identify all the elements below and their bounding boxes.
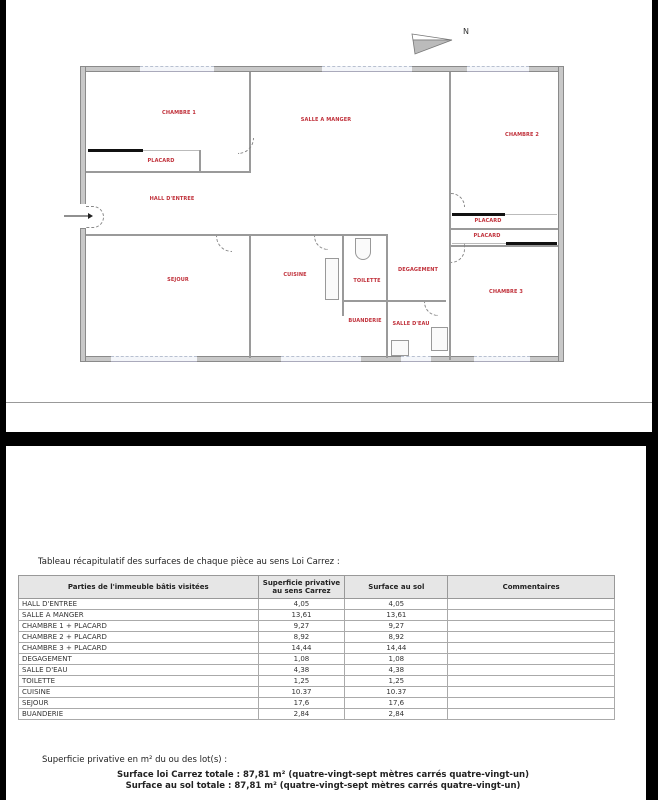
room-name: SALLE A MANGER — [19, 610, 259, 621]
room-label-toilette: TOILETTE — [353, 278, 381, 284]
comment — [448, 621, 615, 632]
room-label-degagement: DEGAGEMENT — [397, 267, 439, 273]
table-row — [19, 610, 615, 621]
table-row — [19, 709, 615, 720]
north-label: N — [463, 27, 469, 36]
header-rooms: Parties de l'immeuble bâtis visitées — [19, 576, 259, 599]
page-divider — [6, 402, 652, 403]
room-label-sejour: SEJOUR — [167, 277, 189, 283]
sol-value: 1,08 — [345, 654, 448, 665]
room-name: CHAMBRE 1 + PLACARD — [19, 621, 259, 632]
page-edge — [646, 446, 658, 800]
wall — [86, 171, 251, 173]
wall — [86, 234, 386, 236]
sol-value: 8,92 — [345, 632, 448, 643]
sol-value: 4,38 — [345, 665, 448, 676]
carrez-value: 14,44 — [258, 643, 345, 654]
window — [281, 356, 361, 362]
door-swing — [451, 193, 465, 207]
room-label-hall: HALL D'ENTREE — [149, 196, 195, 202]
room-name: CUISINE — [19, 687, 259, 698]
room-name: TOILETTE — [19, 676, 259, 687]
room-label-cuisine: CUISINE — [283, 272, 307, 278]
comment — [448, 687, 615, 698]
sol-total: Surface au sol totale : 87,81 m² (quatre-vingt-sept mètres carrés quatre-vingt-un) — [125, 781, 521, 791]
table-row — [19, 687, 615, 698]
carrez-value: 9,27 — [258, 621, 345, 632]
table-row — [19, 643, 615, 654]
closet-door — [143, 150, 199, 151]
wall — [451, 245, 558, 247]
comment — [448, 698, 615, 709]
window — [322, 66, 412, 72]
wall — [451, 228, 558, 230]
summary-label: Superficie privative en m² du ou des lot(s) : — [42, 755, 228, 765]
carrez-value: 17,6 — [258, 698, 345, 709]
carrez-value: 1,25 — [258, 676, 345, 687]
carrez-value: 10.37 — [258, 687, 345, 698]
room-label-placard: PLACARD — [473, 233, 501, 239]
stove-icon — [325, 258, 339, 300]
room-label-chambre-1: CHAMBRE 1 — [162, 110, 196, 116]
room-label-salle-a-manger: SALLE A MANGER — [300, 117, 352, 123]
carrez-total: Surface loi Carrez totale : 87,81 m² (quatre-vingt-sept mètres carrés quatre-vingt-un) — [117, 770, 529, 780]
sink-icon — [431, 327, 448, 351]
carrez-value: 4,05 — [258, 599, 345, 610]
north-arrow-icon — [410, 26, 458, 56]
sol-value: 17,6 — [345, 698, 448, 709]
room-name: DEGAGEMENT — [19, 654, 259, 665]
wall — [249, 234, 251, 358]
sol-value: 14,44 — [345, 643, 448, 654]
comment — [448, 665, 615, 676]
door-swing — [314, 236, 328, 250]
comment — [448, 599, 615, 610]
outer-wall-right — [558, 66, 564, 362]
comment — [448, 676, 615, 687]
sol-value: 1,25 — [345, 676, 448, 687]
header-surface-sol: Surface au sol — [345, 576, 448, 599]
room-label-placard: PLACARD — [147, 158, 175, 164]
room-label-chambre-2: CHAMBRE 2 — [505, 132, 539, 138]
table-row — [19, 654, 615, 665]
sol-value: 4,05 — [345, 599, 448, 610]
wall — [249, 72, 251, 172]
window — [111, 356, 197, 362]
table-row — [19, 698, 615, 709]
window — [467, 66, 529, 72]
sol-value: 9,27 — [345, 621, 448, 632]
comment — [448, 610, 615, 621]
wall — [386, 234, 388, 358]
comment — [448, 643, 615, 654]
closet-door — [88, 149, 143, 152]
comment — [448, 654, 615, 665]
header-carrez: Superficie privative au sens Carrez — [258, 576, 345, 599]
comment — [448, 709, 615, 720]
door-swing — [216, 236, 232, 252]
table-row — [19, 632, 615, 643]
room-name: SEJOUR — [19, 698, 259, 709]
table-row — [19, 676, 615, 687]
table-row — [19, 621, 615, 632]
window — [140, 66, 214, 72]
door-swing — [238, 138, 254, 154]
carrez-value: 13,61 — [258, 610, 345, 621]
sol-value: 10.37 — [345, 687, 448, 698]
room-name: BUANDERIE — [19, 709, 259, 720]
closet-door — [506, 242, 557, 245]
wall — [342, 236, 344, 316]
entry-arrow-icon — [64, 212, 94, 220]
closet-door — [452, 213, 505, 216]
window — [474, 356, 530, 362]
room-label-salle-d-eau: SALLE D'EAU — [392, 321, 430, 327]
room-name: CHAMBRE 3 + PLACARD — [19, 643, 259, 654]
sol-value: 13,61 — [345, 610, 448, 621]
carrez-value: 1,08 — [258, 654, 345, 665]
door-swing — [424, 302, 438, 316]
sol-value: 2,84 — [345, 709, 448, 720]
carrez-value: 4,38 — [258, 665, 345, 676]
surface-table — [18, 575, 615, 720]
toilet-icon — [355, 238, 371, 260]
room-label-buanderie: BUANDERIE — [348, 318, 382, 324]
window — [401, 356, 431, 362]
outer-wall-left-bottom — [80, 228, 86, 362]
room-name: HALL D'ENTREE — [19, 599, 259, 610]
closet-door — [505, 214, 557, 215]
table-row — [19, 665, 615, 676]
table-caption: Tableau récapitulatif des surfaces de chaque pièce au sens Loi Carrez : — [38, 557, 340, 567]
table-row — [19, 599, 615, 610]
room-label-placard: PLACARD — [474, 218, 502, 224]
carrez-value: 8,92 — [258, 632, 345, 643]
shower-icon — [391, 340, 409, 356]
table-header-row — [19, 576, 615, 599]
carrez-value: 2,84 — [258, 709, 345, 720]
room-name: SALLE D'EAU — [19, 665, 259, 676]
wall — [449, 72, 451, 360]
room-label-chambre-3: CHAMBRE 3 — [489, 289, 523, 295]
wall — [199, 150, 201, 172]
floor-plan-page — [6, 0, 652, 432]
room-name: CHAMBRE 2 + PLACARD — [19, 632, 259, 643]
door-swing — [451, 243, 465, 263]
comment — [448, 632, 615, 643]
header-comments: Commentaires — [448, 576, 615, 599]
